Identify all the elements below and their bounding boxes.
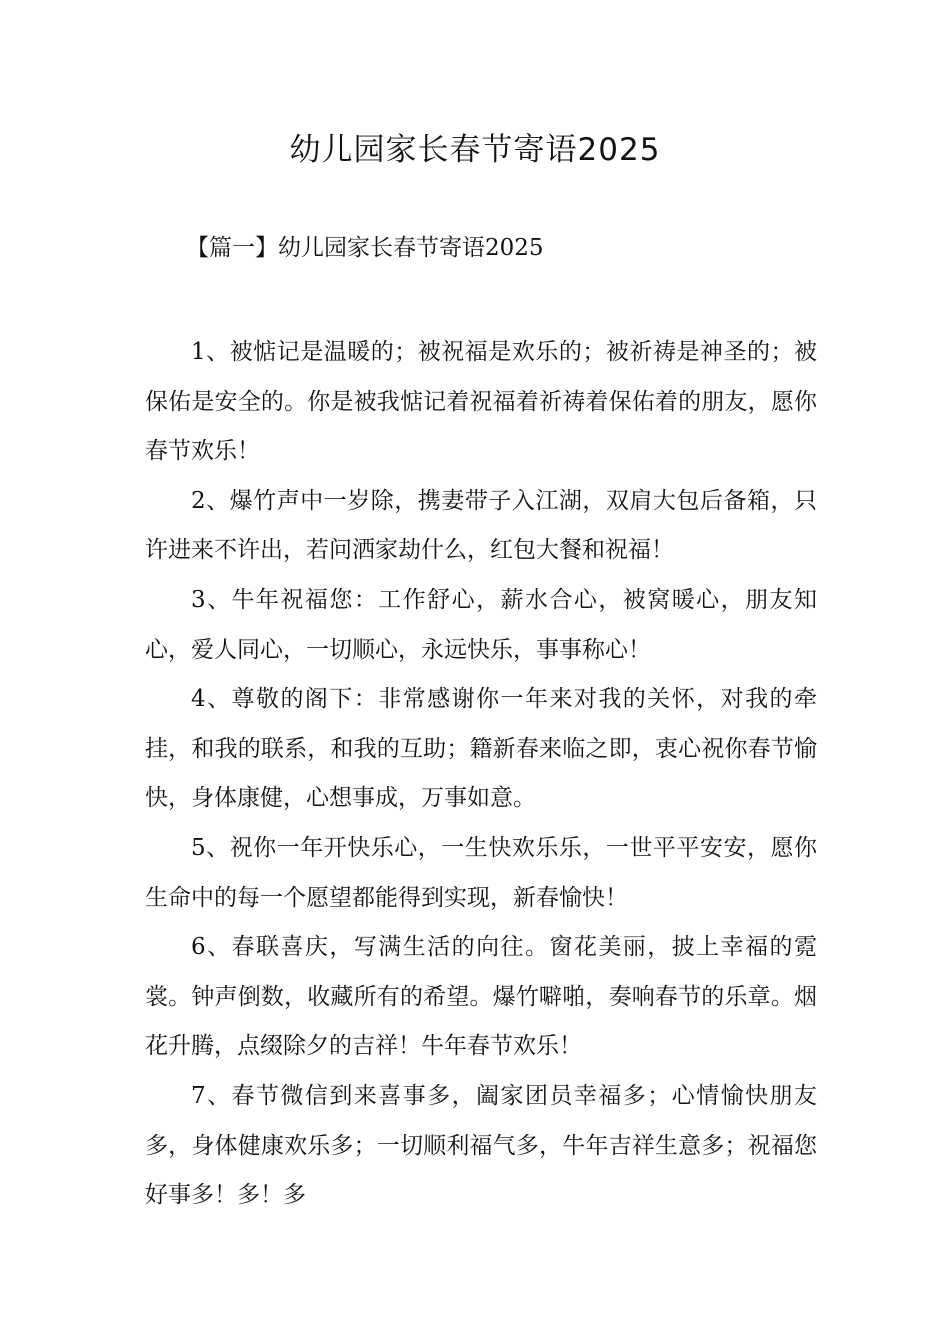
paragraph-6: 6、春联喜庆，写满生活的向往。窗花美丽，披上幸福的霓裳。钟声倒数，收藏所有的希望。爆竹噼啪，奏响春节的乐章。烟花升腾，点缀除夕的吉祥！牛年春节欢乐！ xyxy=(145,934,817,1060)
paragraph-1: 1、被惦记是温暖的；被祝福是欢乐的；被祈祷是神圣的；被保佑是安全的。你是被我惦记着祝福着祈祷着保佑着的朋友，愿你春节欢乐！ xyxy=(145,339,817,465)
section-heading: 【篇一】幼儿园家长春节寄语2025 xyxy=(186,235,544,261)
document-title: 幼儿园家长春节寄语2025 xyxy=(289,132,661,168)
paragraph-5: 5、祝你一年开快乐心，一生快欢乐乐，一世平平安安，愿你生命中的每一个愿望都能得到实现，新春愉快！ xyxy=(145,834,817,911)
paragraph-2: 2、爆竹声中一岁除，携妻带子入江湖，双肩大包后备箱，只许进来不许出，若问洒家劫什么，红包大餐和祝福！ xyxy=(145,487,817,564)
paragraph-4: 4、尊敬的阁下：非常感谢你一年来对我的关怀，对我的牵挂，和我的联系，和我的互助；籍新春来临之即，衷心祝你春节愉快，身体康健，心想事成，万事如意。 xyxy=(145,686,817,812)
paragraph-3: 3、牛年祝福您：工作舒心，薪水合心，被窝暖心，朋友知心，爱人同心，一切顺心，永远快乐，事事称心！ xyxy=(145,586,817,663)
document-body xyxy=(145,328,817,1221)
paragraph-7: 7、春节微信到来喜事多，阖家团员幸福多；心情愉快朋友多，身体健康欢乐多；一切顺利福气多，牛年吉祥生意多；祝福您好事多！多！多 xyxy=(145,1082,817,1209)
